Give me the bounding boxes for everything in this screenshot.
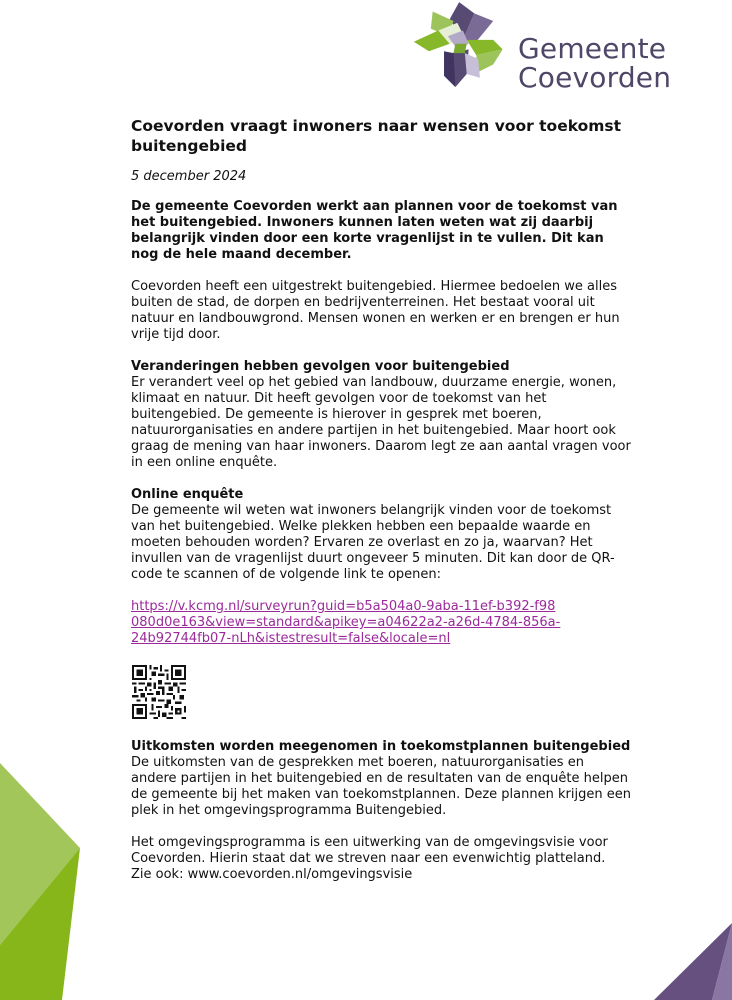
section-body: De gemeente wil weten wat inwoners belangrijk vinden voor de toekomst van het buitengebied. Welke plekken hebben een bepaalde waarde en moeten behouden worden? Ervaren ze overlast en zo ja, waarvan? Het invullen van de vragenlijst duurt ongeveer 5 minuten. Dit kan door de QR-code te scannen of de volgende link te openen: bbox=[131, 503, 615, 582]
logo-text-line2: Coevorden bbox=[518, 61, 672, 94]
gemeente-coevorden-logo bbox=[408, 0, 728, 96]
green-corner-decoration bbox=[0, 755, 90, 1000]
article bbox=[131, 116, 631, 883]
survey-link[interactable]: https://v.kcmg.nl/surveyrun?guid=b5a504a0-9aba-11ef-b392-f98080d0e163&view=standard&apikey=a04622a2-a26d-4784-856a-24b92744fb07-nLh&istestresult=false&locale=nl bbox=[131, 599, 561, 646]
section-title: Veranderingen hebben gevolgen voor buitengebied bbox=[131, 359, 510, 374]
section-body: Er verandert veel op het gebied van landbouw, duurzame energie, wonen, klimaat en natuur. Dit heeft gevolgen voor de toekomst van het buitengebied. De gemeente is hierover in gesprek met boeren, natuurorganisaties en andere partijen in het buitengebied. Maar hoort ook graag de mening van haar inwoners. Daarom legt ze aan aantal vragen voor in een online enquête. bbox=[131, 375, 631, 470]
see-also-text: Zie ook: www.coevorden.nl/omgevingsvisie bbox=[131, 867, 413, 882]
section-uitkomsten bbox=[131, 739, 631, 819]
section-title: Online enquête bbox=[131, 487, 244, 502]
section-title: Uitkomsten worden meegenomen in toekomstplannen buitengebied bbox=[131, 739, 631, 754]
star-pinwheel-logo-icon bbox=[410, 2, 514, 92]
purple-corner-decoration bbox=[650, 920, 732, 1000]
section-body: De uitkomsten van de gesprekken met boeren, natuurorganisaties en andere partijen in het buitengebied en de resultaten van de enquête helpen de gemeente bij het maken van toekomstplannen. Deze plannen krijgen een plek in het omgevingsprogramma Buitengebied. bbox=[131, 755, 631, 818]
article-title: Coevorden vraagt inwoners naar wensen voor toekomst buitengebied bbox=[131, 117, 622, 155]
article-lead: De gemeente Coevorden werkt aan plannen voor de toekomst van het buitengebied. Inwoners kunnen laten weten wat zij daarbij belangrijk vinden door een korte vragenlijst in te vullen. Dit kan nog de hele maand december. bbox=[131, 199, 618, 262]
logo-text-line1: Gemeente bbox=[518, 32, 667, 65]
article-intro: Coevorden heeft een uitgestrekt buitengebied. Hiermee bedoelen we alles buiten de stad, de dorpen en bedrijventerreinen. Het bestaat vooral uit natuur en landbouwgrond. Mensen wonen en werken er en brengen er hun vrije tijd door. bbox=[131, 279, 620, 342]
qr-code-icon[interactable] bbox=[132, 665, 186, 719]
closing-paragraph bbox=[131, 835, 631, 883]
closing-text: Het omgevingsprogramma is een uitwerking van de omgevingsvisie voor Coevorden. Hierin staat dat we streven naar een evenwichtig platteland. bbox=[131, 835, 608, 866]
section-veranderingen bbox=[131, 359, 631, 471]
section-online-enquete bbox=[131, 487, 631, 583]
article-date: 5 december 2024 bbox=[131, 169, 247, 184]
